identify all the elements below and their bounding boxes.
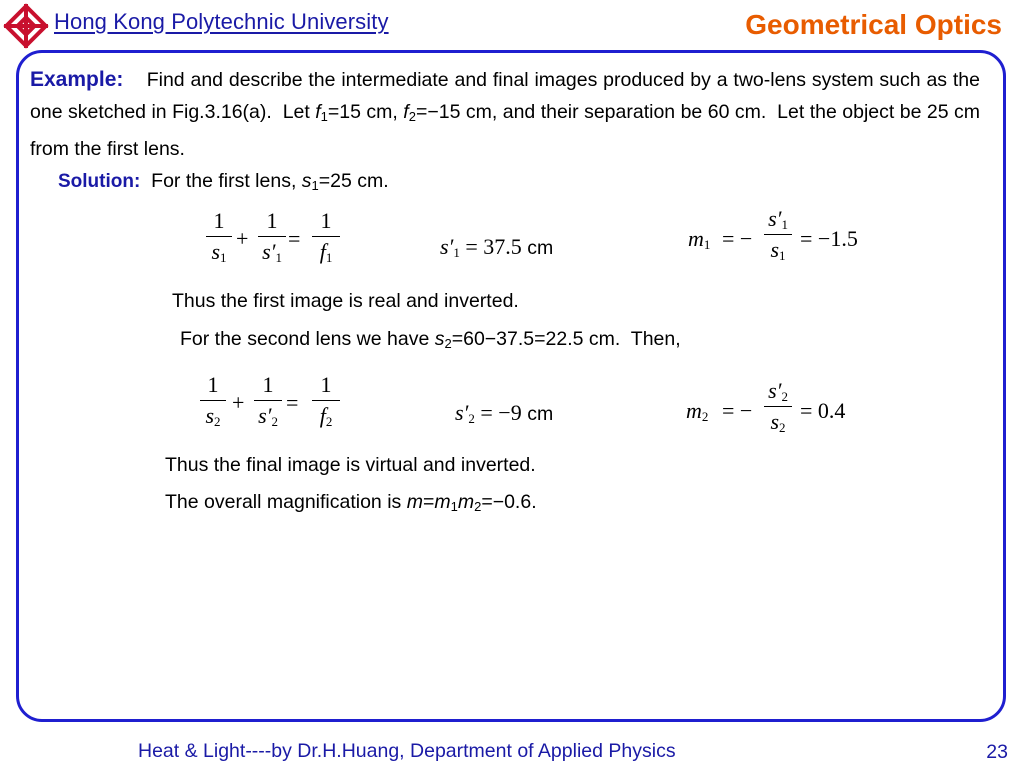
eq1-num2: 1 [266, 208, 278, 233]
image-distance-2: $s'_2 = -9$ cm [455, 400, 554, 426]
university-link[interactable]: Hong Kong Polytechnic University [54, 9, 389, 34]
example-label: Example: [30, 68, 124, 91]
example-paragraph [30, 64, 980, 165]
eq1-num3: 1 [320, 208, 332, 233]
solution-intro: For the first lens, $s_1=25$ cm. [151, 170, 389, 193]
polyu-logo-icon [2, 2, 50, 50]
slide-title: Geometrical Optics [745, 9, 1002, 40]
image-distance-2-value: = −9 [480, 400, 522, 425]
solution-label: Solution: [58, 171, 141, 192]
page-number: 23 [986, 741, 1008, 763]
image-distance-1-value: = 37.5 [465, 234, 522, 259]
footer-credit: Heat & Light----by Dr.H.Huang, Department of Applied Physics [138, 740, 676, 762]
first-image-note: Thus the first image is real and inverted. [172, 290, 519, 312]
final-image-note: Thus the final image is virtual and inverted. [165, 454, 536, 476]
image-distance-1: $s'_1 = 37.5$ cm [440, 234, 554, 260]
magnification-2-value: = 0.4 [800, 398, 846, 423]
example-text: Find and describe the intermediate and final images produced by a two-lens system such as the one sketched in Fig.3.16(a). Let $f_1=15$ cm, $f_2=-15$ cm, and their separation be 60 cm. Let the object be 25 cm from the first lens. [30, 69, 981, 160]
overall-magnification-line: The overall magnification is $m=m_1m_2=-0.6$. [165, 491, 537, 514]
magnification-1-value: = −1.5 [800, 226, 858, 251]
eq1-num1: 1 [213, 208, 225, 233]
second-lens-line: For the second lens we have $s_2=60-37.5=22.5$ cm. Then, [180, 328, 681, 351]
solution-line [58, 170, 389, 193]
